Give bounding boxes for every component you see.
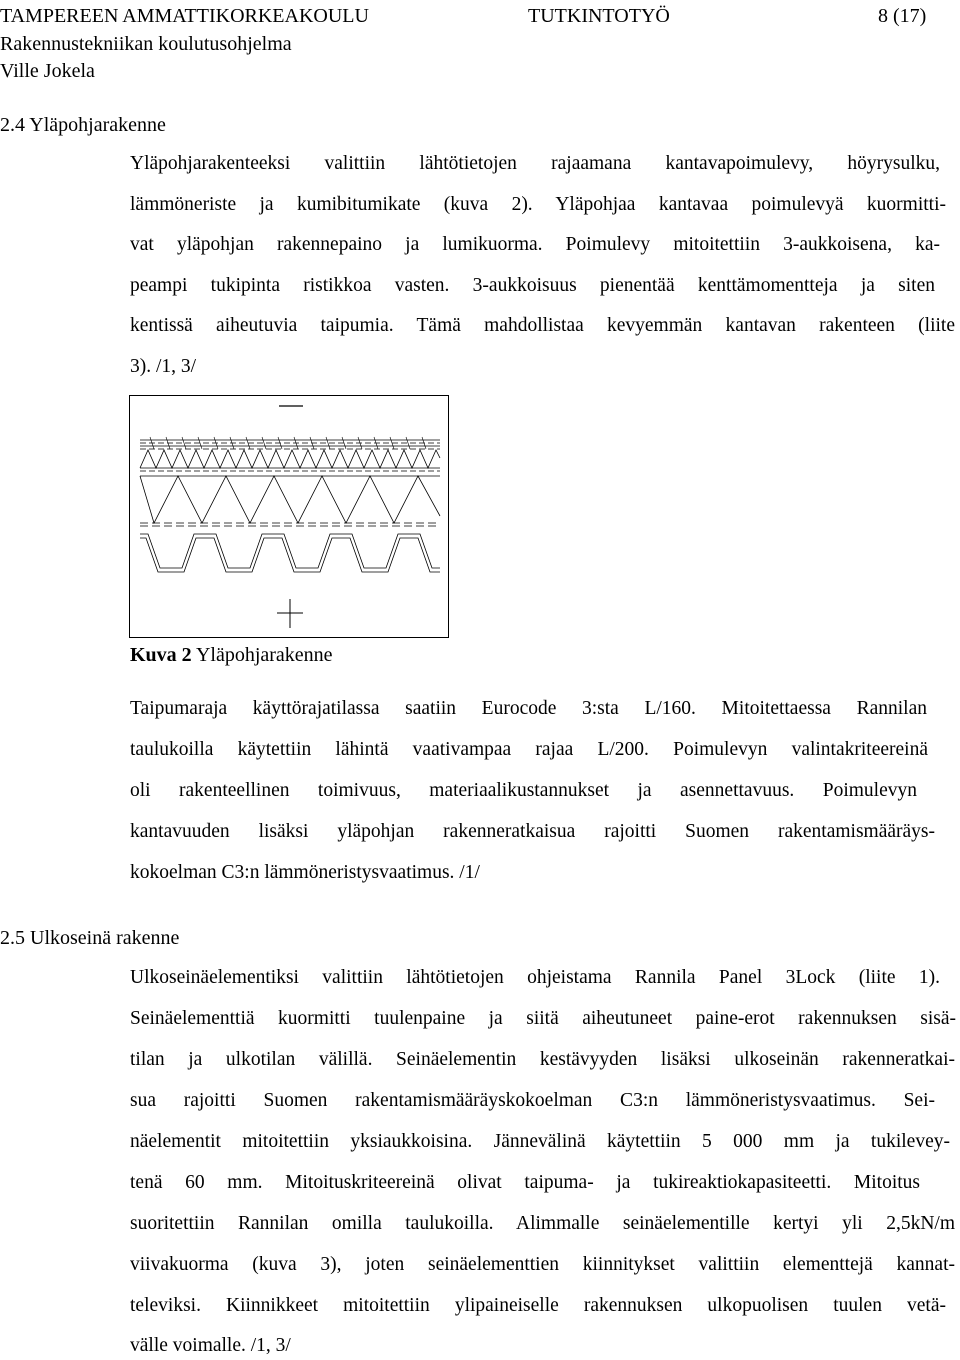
figure-2-caption-text: Yläpohjarakenne: [191, 644, 333, 666]
s24-p2-line-1: Taipumaraja käyttörajatilassa saatiin Eurocode 3:sta L/160. Mitoitettaessa Rannilan: [130, 698, 927, 719]
s25-p1-line-2: Seinäelementtiä kuormitti tuulenpaine ja siitä aiheutuneet paine-erot rakennuksen sisä-: [130, 1008, 956, 1029]
header-program: Rakennustekniikan koulutusohjelma: [0, 33, 292, 55]
figure-2-caption-label: Kuva 2: [130, 644, 192, 666]
s25-p1-line-10: välle voimalle. /1, 3/: [130, 1335, 291, 1356]
figure-2-caption: [130, 643, 333, 667]
s24-p1-line-5: kentissä aiheutuvia taipumia. Tämä mahdollistaa kevyemmän kantavan rakenteen (liite: [130, 315, 955, 336]
s25-p1-line-5: näelementit mitoitettiin yksiaukkoisina. Jännevälinä käytettiin 5 000 mm ja tukilevey-: [130, 1131, 950, 1152]
s24-p2-line-4: kantavuuden lisäksi yläpohjan rakenneratkaisua rajoitti Suomen rakentamismääräys-: [130, 821, 935, 842]
header-institution: TAMPEREEN AMMATTIKORKEAKOULU: [0, 5, 369, 27]
s24-p1-line-2: lämmöneriste ja kumibitumikate (kuva 2). Yläpohjaa kantavaa poimulevyä kuormitti-: [130, 194, 946, 215]
s24-p2-line-5: kokoelman C3:n lämmöneristysvaatimus. /1/: [130, 862, 480, 883]
s25-p1-line-4: sua rajoitti Suomen rakentamismääräyskokoelman C3:n lämmöneristysvaatimus. Sei-: [130, 1090, 935, 1111]
s24-p2-line-3: oli rakenteellinen toimivuus, materiaalikustannukset ja asennettavuus. Poimulevyn: [130, 780, 917, 801]
s24-p2-line-2: taulukoilla käytettiin lähintä vaativampaa rajaa L/200. Poimulevyn valintakriteereinä: [130, 739, 928, 760]
s25-p1-line-6: tenä 60 mm. Mitoituskriteereinä olivat taipuma- ja tukireaktiokapasiteetti. Mitoitus: [130, 1172, 920, 1193]
s25-p1-line-9: televiksi. Kiinnikkeet mitoitettiin ylipaineiselle rakennuksen ulkopuolisen tuulen vetä-: [130, 1295, 946, 1316]
header-doc-type: TUTKINTOTYÖ: [528, 5, 670, 27]
s25-p1-line-8: viivakuorma (kuva 3), joten seinäelementtien kiinnitykset valittiin elementtejä kannat-: [130, 1254, 955, 1275]
s24-p1-line-4: peampi tukipinta ristikkoa vasten. 3-aukkoisuus pienentää kenttämomentteja ja siten: [130, 275, 935, 296]
header-page-number: 8 (17): [878, 5, 927, 27]
s25-p1-line-1: Ulkoseinäelementiksi valittiin lähtötietojen ohjeistama Rannila Panel 3Lock (liite 1).: [130, 967, 940, 988]
section-2-4-heading: 2.4 Yläpohjarakenne: [0, 114, 166, 136]
s24-p1-line-1: Yläpohjarakenteeksi valittiin lähtötietojen rajaamana kantavapoimulevy, höyrysulku,: [130, 153, 940, 174]
s25-p1-line-3: tilan ja ulkotilan välillä. Seinäelementin kestävyyden lisäksi ulkoseinän rakenneratkai-: [130, 1049, 955, 1070]
s25-p1-line-7: suoritettiin Rannilan omilla taulukoilla. Alimmalle seinäelementille kertyi yli 2,5kN/m: [130, 1213, 955, 1234]
roof-structure-drawing: [130, 396, 450, 639]
s24-p1-line-3: vat yläpohjan rakennepaino ja lumikuorma. Poimulevy mitoitettiin 3-aukkoisena, ka-: [130, 234, 940, 255]
section-2-5-heading: 2.5 Ulkoseinä rakenne: [0, 927, 180, 949]
s24-p1-line-6: 3). /1, 3/: [130, 356, 197, 377]
roof-structure-figure: [129, 395, 449, 638]
header-author: Ville Jokela: [0, 60, 95, 82]
